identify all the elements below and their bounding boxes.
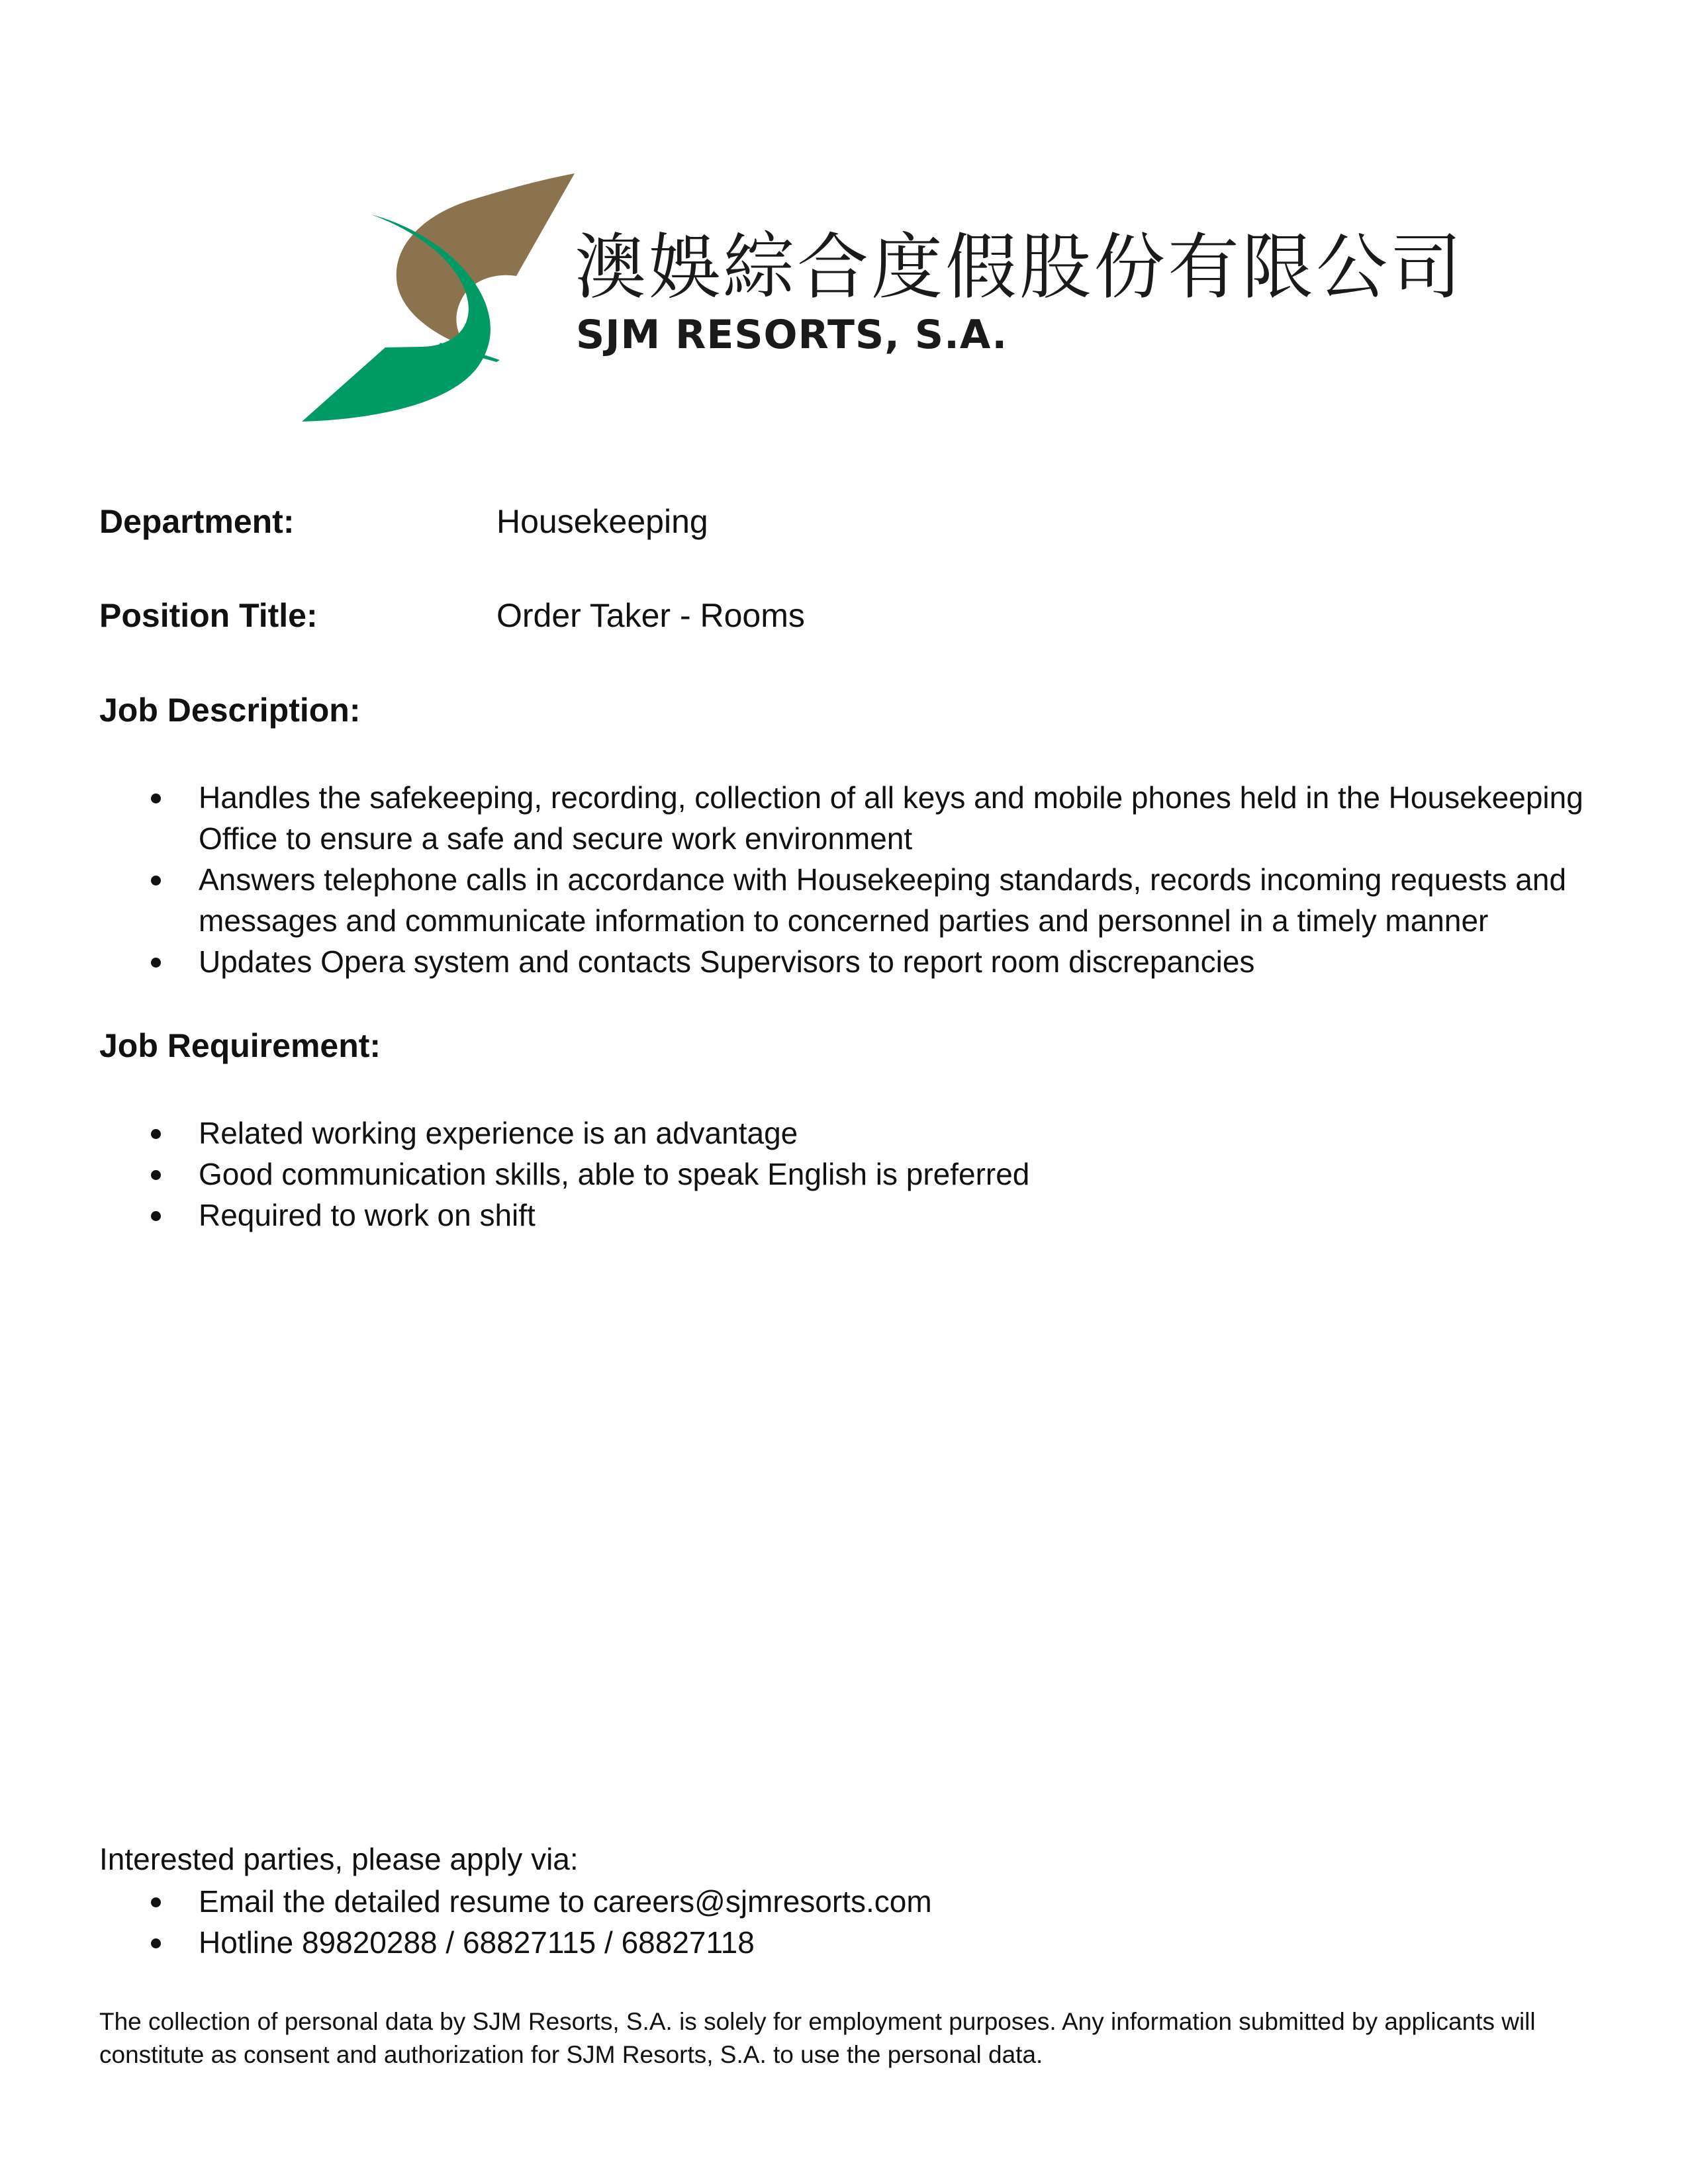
company-name-english: SJM RESORTS, S.A. (576, 312, 1008, 358)
apply-list (0, 1881, 1688, 1963)
bullet-icon (151, 876, 161, 886)
list-item-text: Required to work on shift (199, 1198, 536, 1232)
company-name-chinese: 澳娛綜合度假股份有限公司 (575, 226, 1465, 309)
bullet-icon (151, 958, 161, 968)
bullet-icon (151, 1129, 161, 1139)
job-description-heading: Job Description: (99, 692, 361, 729)
list-item-text: Handles the safekeeping, recording, collection of all keys and mobile phones held in the Housekeeping Office to ensure a safe and secure work environment (199, 780, 1583, 856)
list-item (0, 1881, 1688, 1922)
apply-intro: Interested parties, please apply via: (99, 1842, 579, 1876)
list-item (0, 859, 1688, 941)
list-item-text: Related working experience is an advantage (199, 1116, 798, 1150)
bullet-icon (151, 1170, 161, 1180)
sjm-logo-icon (298, 173, 583, 425)
list-item (0, 777, 1688, 859)
privacy-disclaimer: The collection of personal data by SJM Resorts, S.A. is solely for employment purposes. Any information submitted by applicants will constitute as consent and authorization for SJM Resorts, S.A. to use the personal data. (99, 2008, 1536, 2068)
list-item (0, 1154, 1688, 1195)
department-label: Department: (99, 503, 295, 540)
job-description-list (0, 777, 1688, 982)
list-item (0, 1195, 1688, 1236)
department-value: Housekeeping (496, 503, 708, 540)
position-title-label: Position Title: (99, 597, 318, 634)
list-item-text: Good communication skills, able to speak English is preferred (199, 1157, 1030, 1191)
list-item (0, 1922, 1688, 1963)
list-item (0, 1113, 1688, 1154)
job-requirement-heading: Job Requirement: (99, 1027, 381, 1064)
bullet-icon (151, 1897, 161, 1907)
job-requirement-list (0, 1113, 1688, 1236)
bullet-icon (151, 794, 161, 803)
list-item (0, 941, 1688, 982)
list-item-text: Updates Opera system and contacts Supervisors to report room discrepancies (199, 944, 1255, 979)
list-item-text: Answers telephone calls in accordance with Housekeeping standards, records incoming requests and messages and communicate information to concerned parties and personnel in a timely manner (199, 862, 1567, 938)
position-title-value: Order Taker - Rooms (496, 597, 805, 634)
apply-email-text: Email the detailed resume to careers@sjmresorts.com (199, 1884, 932, 1919)
bullet-icon (151, 1211, 161, 1221)
bullet-icon (151, 1938, 161, 1948)
apply-hotline-text: Hotline 89820288 / 68827115 / 68827118 (199, 1925, 755, 1960)
